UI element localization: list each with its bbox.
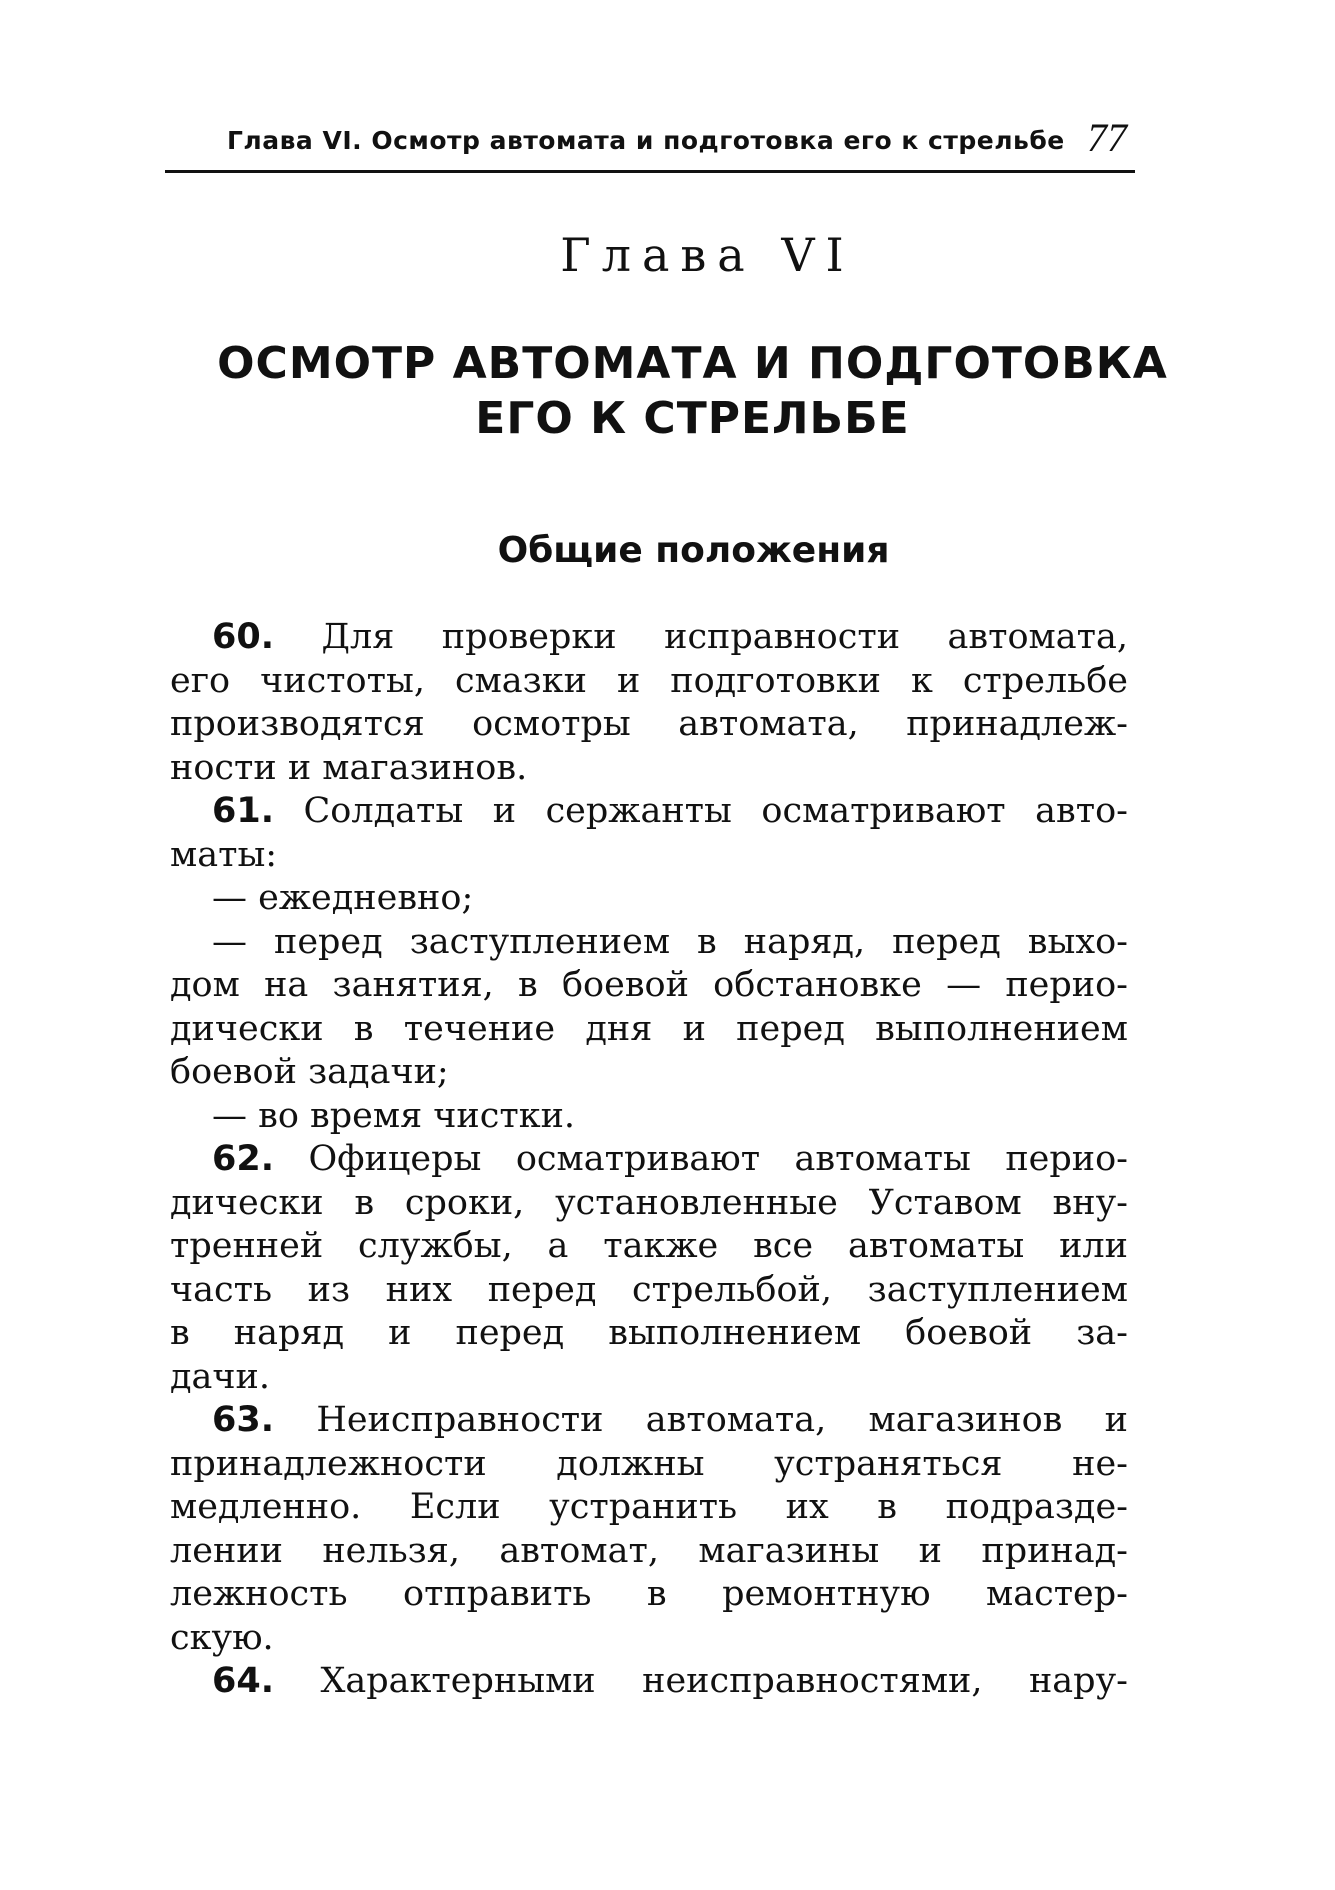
paragraph-line: лении нельзя, автомат, магазины и принад- (170, 1530, 1128, 1571)
paragraph-number: 62. (212, 1139, 275, 1179)
chapter-label: Глава VI (560, 228, 855, 282)
running-header (165, 108, 1135, 173)
paragraph-line: дически в сроки, установленные Уставом вну- (170, 1182, 1128, 1223)
paragraph-line: 63. Неисправности автомата, магазинов и (212, 1400, 1128, 1440)
paragraph-line: медленно. Если устранить их в подразде- (170, 1487, 1128, 1527)
paragraph-number: 61. (212, 791, 275, 831)
paragraph-line: 64. Характерными неисправностями, нару- (212, 1661, 1128, 1701)
paragraph-line: производятся осмотры автомата, принадлеж- (170, 704, 1128, 744)
paragraph-line: часть из них перед стрельбой, заступлением (170, 1269, 1128, 1310)
chapter-title-line: ЕГО К СТРЕЛЬБЕ (475, 393, 910, 444)
paragraph-line: тренней службы, а также все автоматы или (170, 1226, 1128, 1266)
paragraph-line: принадлежности должны устраняться не- (170, 1443, 1128, 1484)
section-heading: Общие положения (497, 530, 890, 571)
paragraph-line: боевой задачи; (170, 1052, 449, 1092)
list-item: — ежедневно; (212, 878, 474, 918)
list-item: — во время чистки. (212, 1095, 576, 1136)
paragraph-number: 60. (212, 617, 275, 657)
paragraph-line: его чистоты, смазки и подготовки к стрельбе (170, 660, 1128, 701)
page-number: 77 (1087, 115, 1127, 160)
paragraph-line: 62. Офицеры осматривают автоматы перио- (212, 1139, 1128, 1179)
paragraph-line: скую. (170, 1617, 274, 1658)
running-title: Глава VI. Осмотр автомата и подготовка его к стрельбе (227, 126, 1065, 155)
paragraph-line: маты: (170, 834, 278, 875)
paragraph-line: дически в течение дня и перед выполнением (170, 1008, 1128, 1049)
paragraph-line: в наряд и перед выполнением боевой за- (170, 1313, 1128, 1353)
paragraph-line: 60. Для проверки исправности автомата, (212, 617, 1128, 657)
paragraph-line: дачи. (170, 1356, 271, 1397)
body-text (170, 616, 1128, 1704)
paragraph-line: дом на занятия, в боевой обстановке — перио- (170, 965, 1128, 1005)
chapter-title-line: ОСМОТР АВТОМАТА И ПОДГОТОВКА (217, 338, 1168, 389)
chapter-title (0, 336, 1335, 446)
paragraph-line: 61. Солдаты и сержанты осматривают авто- (212, 791, 1128, 831)
paragraph-line: лежность отправить в ремонтную мастер- (170, 1574, 1128, 1614)
list-item: — перед заступлением в наряд, перед выхо- (212, 921, 1128, 962)
paragraph-line: ности и магазинов. (170, 747, 528, 788)
paragraph-number: 64. (212, 1661, 275, 1701)
paragraph-number: 63. (212, 1400, 275, 1440)
